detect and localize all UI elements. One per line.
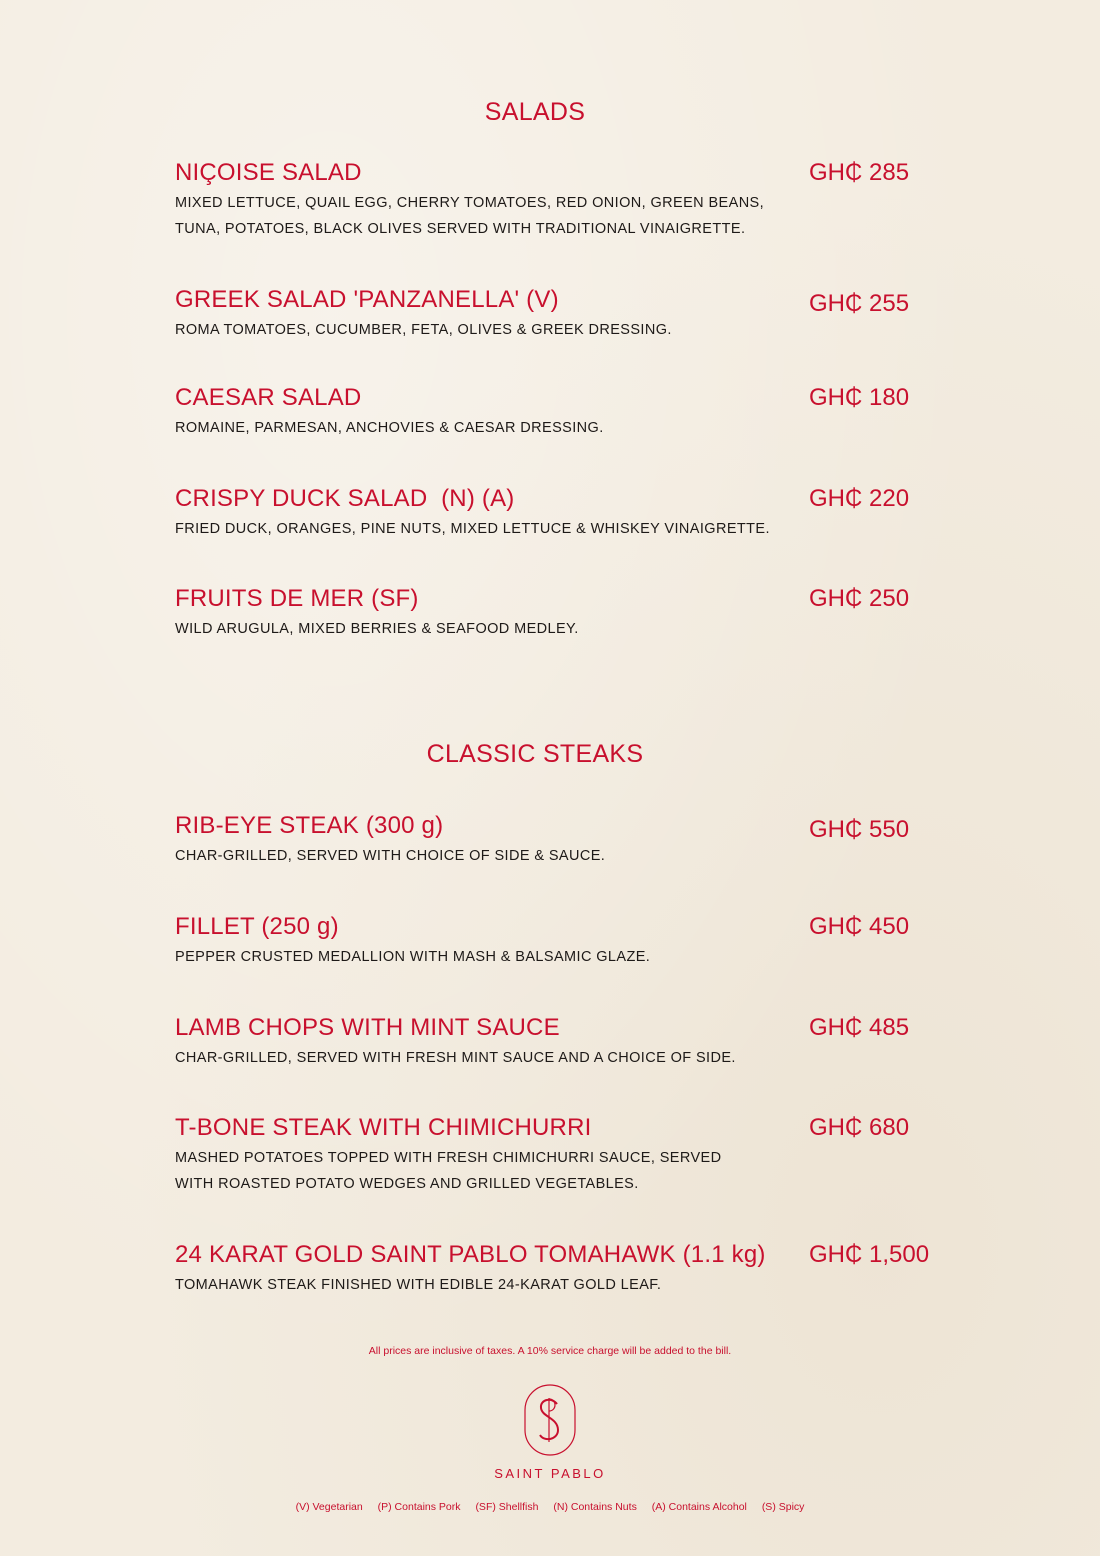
- menu-item: [175, 912, 975, 970]
- item-price: GH₵ 250: [809, 585, 910, 612]
- item-description: MIXED LETTUCE, QUAIL EGG, CHERRY TOMATOES, RED ONION, GREEN BEANS, TUNA, POTATOES, BLACK OLIVES SERVED WITH TRADITIONAL VINAIGRETTE.: [175, 195, 765, 237]
- item-name: 24 KARAT GOLD SAINT PABLO TOMAHAWK (1.1 kg): [175, 1241, 766, 1268]
- section-title-salads: SALADS: [484, 98, 586, 126]
- item-price: GH₵ 1,500: [809, 1241, 930, 1268]
- saint-pablo-logo: [524, 1384, 576, 1456]
- item-price: GH₵ 485: [809, 1014, 910, 1041]
- menu-item: [175, 1113, 975, 1197]
- item-description: TOMAHAWK STEAK FINISHED WITH EDIBLE 24-KARAT GOLD LEAF.: [175, 1277, 662, 1293]
- item-price: GH₵ 180: [809, 384, 910, 411]
- item-name: FRUITS DE MER (SF): [175, 585, 419, 612]
- item-price: GH₵ 255: [809, 290, 910, 317]
- legend-item: (S) Spicy: [761, 1501, 805, 1513]
- menu-item: [175, 584, 975, 642]
- menu-item: [175, 484, 975, 542]
- item-name: RIB-EYE STEAK (300 g): [175, 812, 444, 839]
- item-name: CRISPY DUCK SALAD (N) (A): [175, 485, 515, 512]
- item-price: GH₵ 680: [809, 1114, 910, 1141]
- legend-item: (V) Vegetarian: [295, 1501, 363, 1513]
- dietary-legend: [0, 1501, 1100, 1513]
- item-name: NIÇOISE SALAD: [175, 159, 362, 186]
- legend-item: (SF) Shellfish: [475, 1501, 539, 1513]
- item-description: WILD ARUGULA, MIXED BERRIES & SEAFOOD MEDLEY.: [175, 621, 579, 637]
- item-name: GREEK SALAD 'PANZANELLA' (V): [175, 286, 559, 313]
- menu-item: [175, 1013, 975, 1071]
- item-price: GH₵ 450: [809, 913, 910, 940]
- legend-item: (A) Contains Alcohol: [651, 1501, 747, 1513]
- menu-item: [175, 811, 975, 869]
- item-price: GH₵ 220: [809, 485, 910, 512]
- item-description: CHAR-GRILLED, SERVED WITH FRESH MINT SAUCE AND A CHOICE OF SIDE.: [175, 1050, 736, 1066]
- item-name: FILLET (250 g): [175, 913, 339, 940]
- item-description: ROMA TOMATOES, CUCUMBER, FETA, OLIVES & GREEK DRESSING.: [175, 322, 672, 338]
- item-name: CAESAR SALAD: [175, 384, 362, 411]
- brand-name: SAINT PABLO: [494, 1466, 606, 1481]
- item-name: T-BONE STEAK WITH CHIMICHURRI: [175, 1114, 592, 1141]
- item-description: MASHED POTATOES TOPPED WITH FRESH CHIMICHURRI SAUCE, SERVED WITH ROASTED POTATO WEDGES AND GRILLED VEGETABLES.: [175, 1150, 722, 1192]
- menu-item: [175, 158, 975, 242]
- legend-item: (N) Contains Nuts: [553, 1501, 637, 1513]
- item-description: CHAR-GRILLED, SERVED WITH CHOICE OF SIDE & SAUCE.: [175, 848, 606, 864]
- item-description: FRIED DUCK, ORANGES, PINE NUTS, MIXED LETTUCE & WHISKEY VINAIGRETTE.: [175, 521, 770, 537]
- menu-item: [175, 1240, 975, 1298]
- legend-item: (P) Contains Pork: [377, 1501, 461, 1513]
- item-description: ROMAINE, PARMESAN, ANCHOVIES & CAESAR DRESSING.: [175, 420, 604, 436]
- tax-note: All prices are inclusive of taxes. A 10% service charge will be added to the bill.: [368, 1345, 732, 1357]
- menu-item: [175, 383, 975, 441]
- section-title-steaks: CLASSIC STEAKS: [426, 740, 644, 768]
- item-name: LAMB CHOPS WITH MINT SAUCE: [175, 1014, 560, 1041]
- menu-item: [175, 285, 975, 343]
- item-price: GH₵ 285: [809, 159, 910, 186]
- item-price: GH₵ 550: [809, 816, 910, 843]
- item-description: PEPPER CRUSTED MEDALLION WITH MASH & BALSAMIC GLAZE.: [175, 949, 651, 965]
